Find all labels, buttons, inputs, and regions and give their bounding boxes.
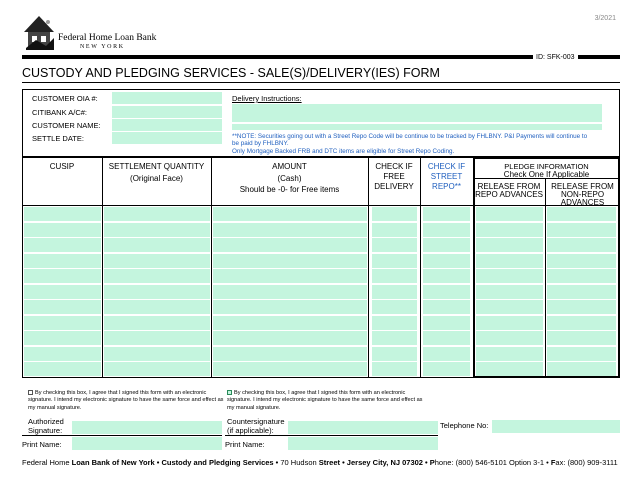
release-repo-cell[interactable] xyxy=(476,362,543,376)
release-nonrepo-cell[interactable] xyxy=(547,269,616,283)
free-delivery-cell[interactable] xyxy=(372,254,417,268)
release-repo-cell[interactable] xyxy=(476,285,543,299)
col-header-line: CHECK IF xyxy=(427,162,466,171)
release-repo-cell[interactable] xyxy=(476,331,543,345)
release-nonrepo-cell[interactable] xyxy=(547,207,616,221)
esig-consent-text: By checking this box, I agree that I signed this form with an electronic signature. I intend my electronic signature to have the same force and effect as my manual signature. xyxy=(28,390,224,411)
release-nonrepo-cell[interactable] xyxy=(547,223,616,237)
signature-line xyxy=(225,435,438,436)
release-nonrepo-cell[interactable] xyxy=(547,238,616,252)
street-repo-cell[interactable] xyxy=(423,269,470,283)
free-delivery-cell[interactable] xyxy=(372,331,417,345)
note-line: be paid by FHLBNY. xyxy=(232,140,289,148)
delivery-instructions-field-line2[interactable] xyxy=(232,124,602,130)
countersignature-label xyxy=(227,418,285,435)
street-repo-cell[interactable] xyxy=(423,331,470,345)
cusip-cell[interactable] xyxy=(24,331,101,345)
settlement-quantity-cell[interactable] xyxy=(104,269,210,283)
col-header-street-repo xyxy=(420,162,473,192)
citibank-account-label: CITIBANK A/C#: xyxy=(32,108,88,117)
release-nonrepo-cell[interactable] xyxy=(547,331,616,345)
form-id-label: ID: xyxy=(536,54,545,61)
amount-cell[interactable] xyxy=(213,254,367,268)
col-header-line: STREET xyxy=(430,172,463,181)
settlement-quantity-cell[interactable] xyxy=(104,285,210,299)
settlement-quantity-cell[interactable] xyxy=(104,362,210,376)
col-header-settlement-quantity-sub: (Original Face) xyxy=(130,174,183,183)
col-header-line: DELIVERY xyxy=(374,182,414,191)
form-id-value: SFK-003 xyxy=(546,54,575,61)
label-line: (if applicable): xyxy=(227,425,274,435)
amount-cell[interactable] xyxy=(213,362,367,376)
release-nonrepo-cell[interactable] xyxy=(547,300,616,314)
footer-text: 70 Hudson xyxy=(278,458,319,467)
esig-consent-text: By checking this box, I agree that I signed this form with an electronic signature. I intend my electronic signature to have the same force and effect as my manual signature. xyxy=(227,390,423,411)
cusip-cell[interactable] xyxy=(24,316,101,330)
form-id xyxy=(533,54,578,61)
cusip-cell[interactable] xyxy=(24,223,101,237)
settlement-quantity-cell[interactable] xyxy=(104,300,210,314)
release-nonrepo-cell[interactable] xyxy=(547,362,616,376)
customer-oia-field[interactable] xyxy=(112,92,222,104)
countersignature-field[interactable] xyxy=(288,421,438,434)
release-repo-cell[interactable] xyxy=(476,316,543,330)
release-repo-cell[interactable] xyxy=(476,238,543,252)
delivery-instructions-field[interactable] xyxy=(232,104,602,122)
customer-name-label: CUSTOMER NAME: xyxy=(32,121,101,130)
street-repo-cell[interactable] xyxy=(423,285,470,299)
authorized-signature-field[interactable] xyxy=(72,421,222,434)
settlement-quantity-cell[interactable] xyxy=(104,254,210,268)
label-line: Countersignature xyxy=(227,417,285,426)
print-name-label: Print Name: xyxy=(225,440,265,449)
street-repo-cell[interactable] xyxy=(423,254,470,268)
release-nonrepo-cell[interactable] xyxy=(547,316,616,330)
pledge-information-subtitle: Check One If Applicable xyxy=(503,170,590,179)
footer-text: hone: (800) 546-5101 Option 3-1 • xyxy=(434,458,551,467)
esig-consent-left[interactable] xyxy=(28,390,228,412)
col-header-amount-sub: (Cash) xyxy=(277,174,302,183)
amount-cell[interactable] xyxy=(213,300,367,314)
note-line: **NOTE: Securities going out with a Street Repo Code will be continue to be tracked by FHLBNY. P&I Payments will continue to xyxy=(232,133,588,140)
col-header-settlement-quantity: SETTLEMENT QUANTITY xyxy=(108,162,205,171)
free-delivery-cell[interactable] xyxy=(372,347,417,361)
footer-text: ax: (800) 909-3111 xyxy=(555,458,618,467)
settlement-quantity-cell[interactable] xyxy=(104,223,210,237)
citibank-account-field[interactable] xyxy=(112,106,222,118)
amount-cell[interactable] xyxy=(213,285,367,299)
label-line: Signature: xyxy=(28,425,63,435)
col-header-line: FREE xyxy=(383,172,405,181)
pledge-information-title: PLEDGE INFORMATION xyxy=(504,162,589,171)
release-repo-cell[interactable] xyxy=(476,223,543,237)
settlement-quantity-cell[interactable] xyxy=(104,207,210,221)
col-header-release-nonrepo xyxy=(545,183,620,207)
amount-cell[interactable] xyxy=(213,269,367,283)
amount-cell[interactable] xyxy=(213,238,367,252)
amount-cell[interactable] xyxy=(213,316,367,330)
col-header-line: REPO ADVANCES xyxy=(475,190,543,199)
free-delivery-cell[interactable] xyxy=(372,269,417,283)
free-delivery-cell[interactable] xyxy=(372,238,417,252)
settlement-quantity-cell[interactable] xyxy=(104,347,210,361)
telephone-field[interactable] xyxy=(492,420,620,433)
col-header-line: RELEASE FROM xyxy=(477,182,541,191)
release-repo-cell[interactable] xyxy=(476,269,543,283)
footer-text: F xyxy=(550,458,556,467)
cusip-cell[interactable] xyxy=(24,285,101,299)
release-repo-cell[interactable] xyxy=(476,347,543,361)
amount-cell[interactable] xyxy=(213,331,367,345)
print-name-field[interactable] xyxy=(288,437,438,450)
title-rule xyxy=(22,82,620,83)
release-nonrepo-cell[interactable] xyxy=(547,285,616,299)
note-line: Only Mortgage Backed FRB and DTC items are eligible for Street Repo Coding. xyxy=(232,147,455,155)
settle-date-label: SETTLE DATE: xyxy=(32,134,84,143)
settlement-quantity-cell[interactable] xyxy=(104,331,210,345)
release-repo-cell[interactable] xyxy=(476,254,543,268)
col-header-free-delivery xyxy=(368,162,420,192)
print-name-field[interactable] xyxy=(72,437,222,450)
org-name: Federal Home Loan Bank xyxy=(58,33,157,43)
release-nonrepo-cell[interactable] xyxy=(547,347,616,361)
free-delivery-cell[interactable] xyxy=(372,316,417,330)
street-repo-cell[interactable] xyxy=(423,207,470,221)
col-header-line: CHECK IF xyxy=(375,162,413,171)
amount-cell[interactable] xyxy=(213,223,367,237)
print-name-label: Print Name: xyxy=(22,440,62,449)
col-header-amount: AMOUNT xyxy=(272,162,307,171)
street-repo-cell[interactable] xyxy=(423,223,470,237)
page-title: CUSTODY AND PLEDGING SERVICES - SALE(S)/DELIVERY(IES) FORM xyxy=(22,66,440,80)
cusip-cell[interactable] xyxy=(24,207,101,221)
settlement-quantity-cell[interactable] xyxy=(104,316,210,330)
form-date: 3/2021 xyxy=(594,15,616,22)
amount-cell[interactable] xyxy=(213,347,367,361)
column-divider xyxy=(102,157,103,378)
settlement-quantity-cell[interactable] xyxy=(104,238,210,252)
cusip-cell[interactable] xyxy=(24,269,101,283)
settle-date-field[interactable] xyxy=(112,132,222,144)
footer-text: Loan Bank of New York • Custody and Pledging Services • xyxy=(71,458,279,467)
free-delivery-cell[interactable] xyxy=(372,362,417,376)
col-header-line: NON-REPO xyxy=(560,190,605,199)
col-header-amount-note: Should be -0- for Free items xyxy=(239,185,340,194)
telephone-label: Telephone No: xyxy=(440,421,489,430)
cusip-cell[interactable] xyxy=(24,347,101,361)
col-header-release-repo xyxy=(473,183,545,199)
street-repo-cell[interactable] xyxy=(423,362,470,376)
cusip-cell[interactable] xyxy=(24,300,101,314)
cusip-cell[interactable] xyxy=(24,254,101,268)
street-repo-cell[interactable] xyxy=(423,347,470,361)
checkbox-icon[interactable] xyxy=(28,390,33,395)
label-line: Authorized xyxy=(28,417,64,426)
footer-address xyxy=(22,458,618,467)
cusip-cell[interactable] xyxy=(24,238,101,252)
street-repo-cell[interactable] xyxy=(423,316,470,330)
release-repo-cell[interactable] xyxy=(476,207,543,221)
signature-line xyxy=(22,435,222,436)
release-nonrepo-cell[interactable] xyxy=(547,254,616,268)
footer-text: Street • Jersey City, NJ 07302 • P xyxy=(318,458,435,467)
authorized-signature-label xyxy=(28,418,64,435)
amount-cell[interactable] xyxy=(213,207,367,221)
col-header-line: REPO** xyxy=(432,182,461,191)
customer-oia-label: CUSTOMER OIA #: xyxy=(32,94,98,103)
street-repo-cell[interactable] xyxy=(423,238,470,252)
org-city: NEW YORK xyxy=(80,44,125,50)
cusip-cell[interactable] xyxy=(24,362,101,376)
header-rule xyxy=(22,55,620,59)
fhlbny-logo-icon xyxy=(22,12,56,52)
free-delivery-cell[interactable] xyxy=(372,285,417,299)
street-repo-cell[interactable] xyxy=(423,300,470,314)
free-delivery-cell[interactable] xyxy=(372,223,417,237)
footer-text: Federal Home xyxy=(22,458,72,467)
street-repo-note xyxy=(232,133,612,155)
free-delivery-cell[interactable] xyxy=(372,300,417,314)
col-header-line: ADVANCES xyxy=(560,198,605,207)
free-delivery-cell[interactable] xyxy=(372,207,417,221)
esig-consent-right[interactable] xyxy=(227,390,427,412)
checkbox-icon[interactable] xyxy=(227,390,232,395)
customer-name-field[interactable] xyxy=(112,119,222,131)
col-header-cusip: CUSIP xyxy=(49,162,75,171)
col-header-line: RELEASE FROM xyxy=(551,182,614,191)
delivery-instructions-label: Delivery Instructions: xyxy=(232,94,302,103)
release-repo-cell[interactable] xyxy=(476,300,543,314)
